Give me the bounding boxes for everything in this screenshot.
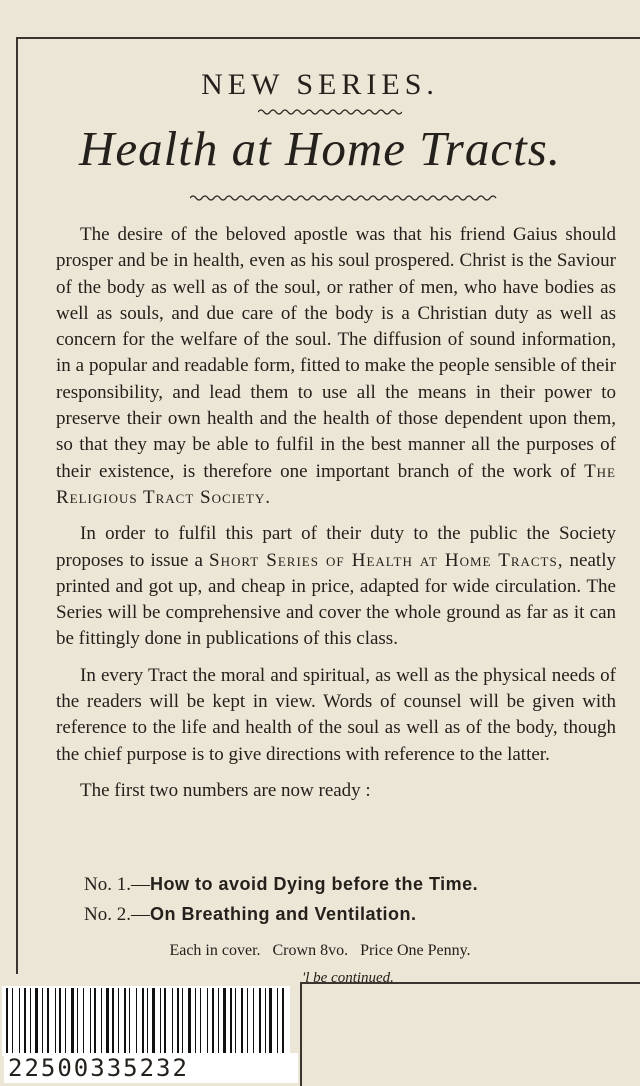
society-name: The Religious Tract Society. bbox=[56, 460, 616, 508]
paragraph-2-text-b: neatly printed and got up, and cheap in price, adapted for wide circulation. The Series will be comprehensive and cover the whole ground as far as it can be fittingly done in publications of this class. bbox=[56, 549, 616, 650]
cover-price-line: Each in cover. Crown 8vo. Price One Penny. bbox=[169, 942, 471, 959]
ornament-squiggle-top bbox=[258, 108, 402, 116]
ornament-squiggle-bottom bbox=[190, 194, 500, 202]
paragraph-2-text-a: In order to fulfil this part of their duty to the public the Society proposes to issue a bbox=[56, 523, 616, 571]
tract-item-2 bbox=[84, 904, 417, 926]
series-name: Short Series of Health at Home Tracts, bbox=[209, 549, 564, 571]
paragraph-1-text: The desire of the beloved apostle was that his friend Gaius should prosper and be in health, even as his soul prospered. Christ is the Saviour of the body as well as of the soul, or rather of men, who have bodies as well as souls, and due care of the body is a Christian duty as well as concern for the welfare of the soul. The diffusion of sound information, in a popular and readable form, fitted to make the people sensible of their responsibility, and lead them to use all the means in their power to preserve their own health and the health of those dependent upon them, so that they may be able to fulfil in the best manner all the purposes of their existence, is therefore one important branch of the work of bbox=[56, 224, 616, 482]
frame-stub-rule bbox=[300, 982, 302, 1086]
series-heading: NEW SERIES. bbox=[201, 68, 439, 101]
frame-top-rule bbox=[16, 37, 640, 39]
barcode bbox=[2, 986, 290, 1056]
paragraph-1 bbox=[56, 222, 616, 511]
paragraph-4: The first two numbers are now ready : bbox=[80, 779, 371, 801]
body-text bbox=[56, 222, 616, 814]
barcode-number: 22500335232 bbox=[4, 1053, 298, 1083]
paragraph-3: In every Tract the moral and spiritual, as well as the physical needs of the readers will be kept in view. Words of counsel will be given with reference to the life and health of the soul as well as of the body, though the chief purpose is to give directions with reference to the latter. bbox=[56, 664, 616, 765]
paragraph-2 bbox=[56, 521, 616, 652]
tract-title: On Breathing and Ventilation. bbox=[149, 904, 417, 924]
tract-number: No. 1.— bbox=[84, 874, 150, 895]
frame-left-rule bbox=[16, 37, 18, 974]
continued-note: 'l be continued. bbox=[302, 970, 394, 986]
tract-title: How to avoid Dying before the Time. bbox=[149, 874, 479, 894]
tract-item-1 bbox=[84, 874, 478, 896]
page-title: Health at Home Tracts. bbox=[78, 121, 562, 176]
tract-number: No. 2.— bbox=[84, 904, 150, 925]
